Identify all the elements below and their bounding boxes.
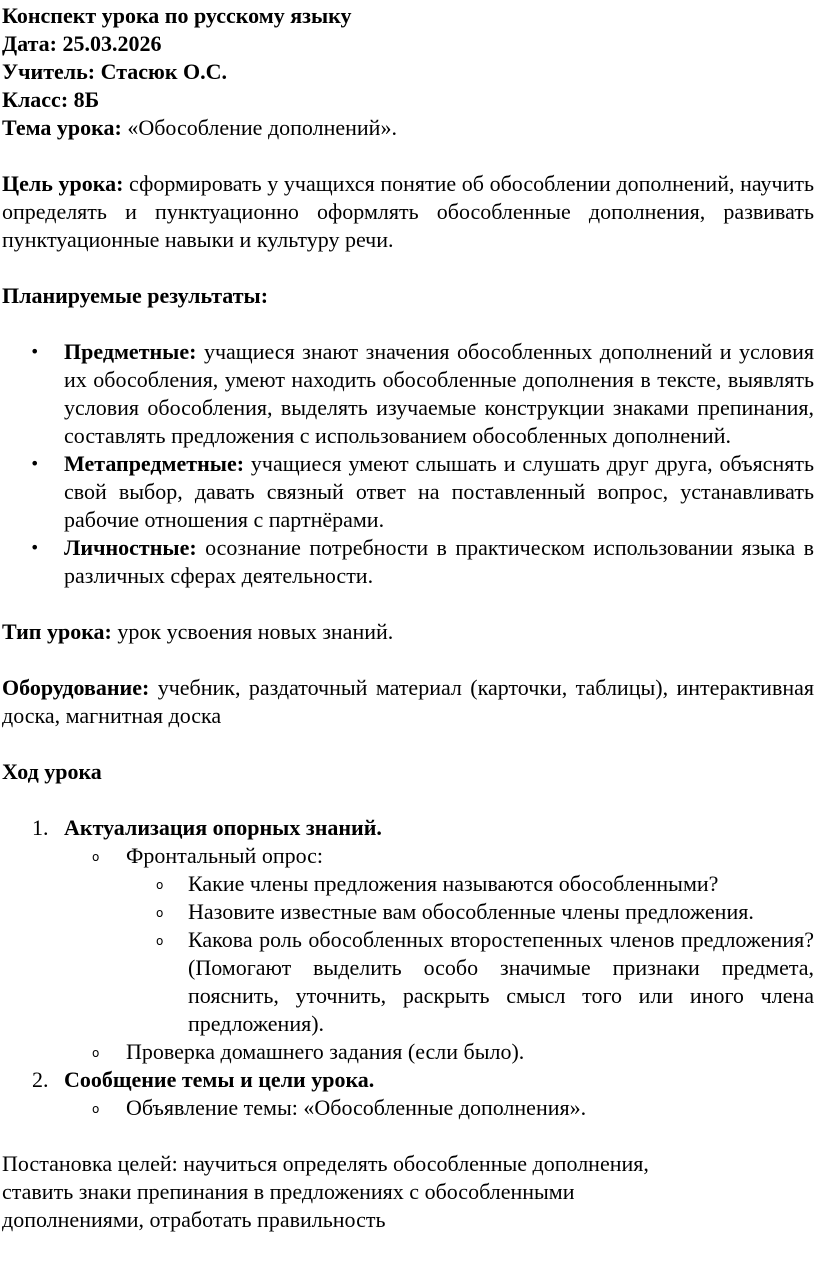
list-item — [2, 534, 814, 590]
result-text: осознание потребности в практическом использовании языка в различных сферах деятельности. — [64, 535, 814, 588]
results-list — [2, 338, 814, 590]
course-heading: Ход урока — [2, 759, 102, 784]
result-label: Личностные: — [64, 535, 197, 560]
result-label: Метапредметные: — [64, 451, 245, 476]
list-item — [2, 450, 814, 534]
result-label: Предметные: — [64, 339, 197, 364]
sub-item-text: Проверка домашнего задания (если было). — [126, 1039, 525, 1064]
question-text: Какие члены предложения называются обособленными? — [188, 871, 719, 896]
circle-bullet-icon: o — [156, 878, 164, 892]
lesson-type-text: урок усвоения новых знаний. — [111, 619, 394, 644]
equipment — [2, 674, 814, 730]
sub-item-text: Объявление темы: «Обособленные дополнения». — [126, 1095, 587, 1120]
goal-text: сформировать у учащихся понятие об обособлении дополнений, научить определять и пунктуационно оформлять обособленные дополнения, развивать пунктуационные навыки и культуру речи. — [2, 171, 815, 252]
goals-setting-line-2: ставить знаки препинания в предложениях с обособленными — [2, 1179, 575, 1204]
question-text: Назовите известные вам обособленные члены предложения. — [188, 899, 754, 924]
lesson-date: Дата: 25.03.2026 — [2, 31, 162, 56]
lesson-type-label: Тип урока: — [2, 619, 112, 644]
circle-bullet-icon: o — [92, 1102, 100, 1116]
list-item — [126, 926, 814, 1038]
list-item — [2, 814, 814, 1066]
lesson-goal — [2, 170, 814, 254]
list-item — [2, 338, 814, 450]
goal-label: Цель урока: — [2, 171, 124, 196]
topic-value: «Обособление дополнений». — [121, 115, 397, 140]
step-title: Актуализация опорных знаний. — [64, 815, 382, 840]
teacher-name: Учитель: Стасюк О.С. — [2, 59, 228, 84]
lesson-topic — [2, 114, 814, 142]
step-number: 1. — [32, 815, 49, 840]
topic-label: Тема урока: — [2, 115, 122, 140]
list-item — [126, 870, 814, 898]
list-item — [64, 842, 814, 1038]
step-sublist — [64, 842, 814, 1066]
questions-list — [126, 870, 814, 1038]
question-text: Какова роль обособленных второстепенных членов предложения? (Помогают выделить особо значимые признаки предмета, пояснить, уточнить, раскрыть смысл того или иного члена предложения). — [188, 927, 814, 1036]
goals-setting-line-1: Постановка целей: научиться определять обособленные дополнения, — [2, 1151, 649, 1176]
step-title: Сообщение темы и цели урока. — [64, 1067, 375, 1092]
list-item — [64, 1094, 814, 1122]
circle-bullet-icon: o — [156, 934, 164, 948]
equipment-label: Оборудование: — [2, 675, 150, 700]
document-title: Конспект урока по русскому языку — [2, 3, 352, 28]
sub-item-text: Фронтальный опрос: — [126, 843, 324, 868]
step-number: 2. — [32, 1067, 49, 1092]
lesson-type — [2, 618, 814, 646]
circle-bullet-icon: o — [92, 850, 100, 864]
list-item — [64, 1038, 814, 1066]
step-sublist — [64, 1094, 814, 1122]
circle-bullet-icon: o — [156, 906, 164, 920]
class-name: Класс: 8Б — [2, 87, 100, 112]
list-item — [126, 898, 814, 926]
result-text: учащиеся умеют слышать и слушать друг друга, объяснять свой выбор, давать связный ответ на поставленный вопрос, устанавливать рабочие отношения с партнёрами. — [64, 451, 814, 532]
circle-bullet-icon: o — [92, 1046, 100, 1060]
goals-setting-line-3: дополнениями, отработать правильность — [2, 1207, 386, 1232]
equipment-text: учебник, раздаточный материал (карточки, таблицы), интерактивная доска, магнитная доска — [2, 675, 814, 728]
course-steps — [2, 814, 814, 1122]
results-heading: Планируемые результаты: — [2, 283, 269, 308]
list-item — [2, 1066, 814, 1122]
result-text: учащиеся знают значения обособленных дополнений и условия их обособления, умеют находить обособленные дополнения в тексте, выявлять условия обособления, выделять изучаемые конструкции знаками препинания, составлять предложения с использованием обособленных дополнений. — [64, 339, 814, 448]
